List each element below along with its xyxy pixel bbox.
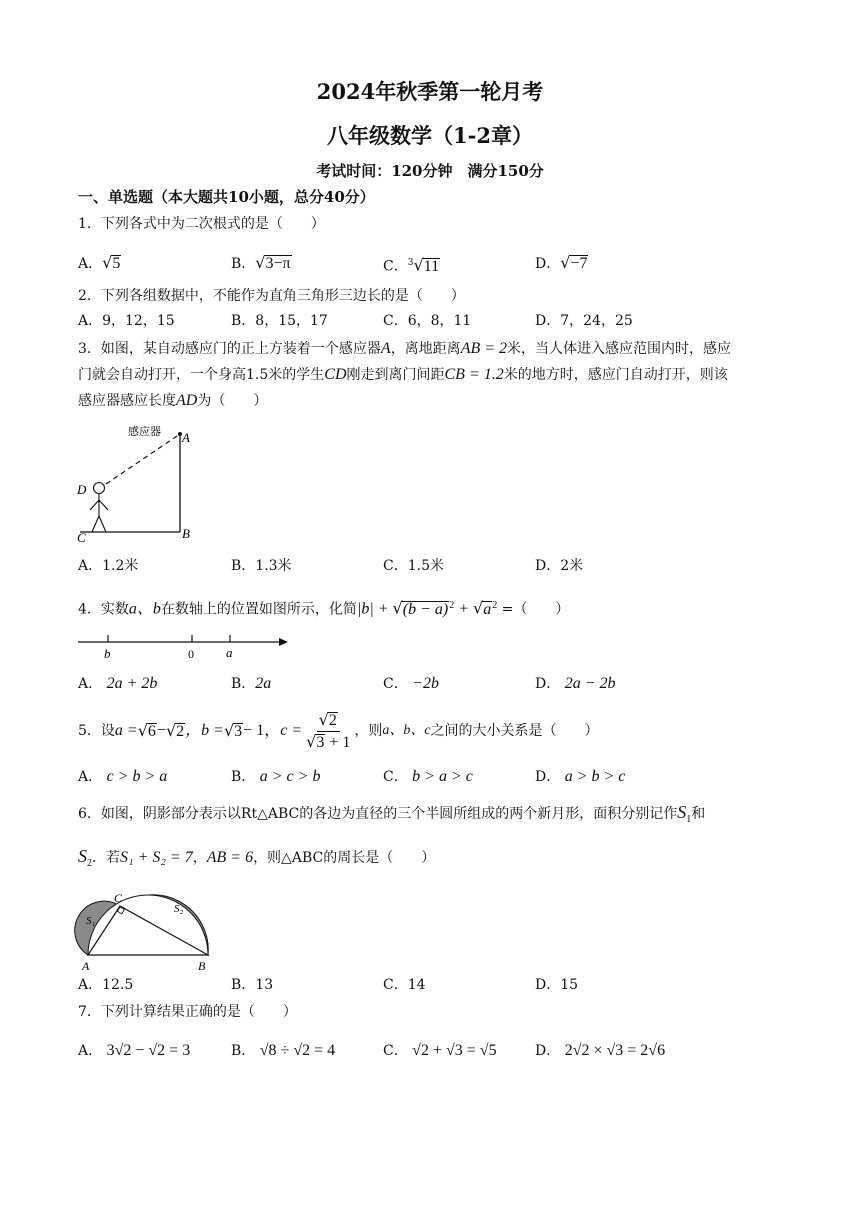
q5-option-c: C． b > a > c [383, 768, 473, 785]
q7-stem: 7．下列计算结果正确的是（ ） [78, 1004, 297, 1020]
label-s1: S₁ [86, 915, 96, 927]
q7-option-b: B． √8 ÷ √2 = 4 [231, 1042, 336, 1059]
tick-a: a [226, 645, 233, 660]
q1-option-c: C．$^3$√11 [383, 255, 440, 275]
q1-stem: 1．下列各式中为二次根式的是（ ） [78, 216, 325, 232]
q5-option-a: A． c > b > a [78, 768, 168, 785]
label-s2: S₂ [174, 903, 184, 915]
q2-stem: 2．下列各组数据中，不能作为直角三角形三边长的是（ ） [78, 288, 465, 304]
point-d: D [77, 482, 87, 497]
q3-option-b: B．1.3米 [231, 558, 292, 574]
point-a: A [82, 959, 90, 972]
q3-option-d: D．2米 [535, 558, 584, 574]
student-head [94, 483, 105, 494]
tick-b: b [104, 646, 111, 660]
section-heading: 一、单选题（本大题共10小题，总分40分） [78, 188, 375, 206]
point-a: A [182, 430, 190, 445]
q3-line1: 3．如图，某自动感应门的正上方装着一个感应器A，离地距离AB = 2米，当人体进入感应范围内时，感应 [78, 340, 732, 357]
point-b: B [198, 959, 206, 972]
q4-option-b: B．2a [231, 675, 272, 692]
q4-option-d: D． 2a − 2b [535, 675, 616, 692]
q6-option-b: B．13 [231, 977, 274, 993]
exam-subtitle: 八年级数学（1-2章） [327, 123, 533, 148]
q7-option-d: D． 2√2 × √3 = 2√6 [535, 1042, 666, 1059]
q4-option-a: A． 2a + 2b [78, 675, 158, 692]
q2-option-b: B．8，15，17 [231, 313, 328, 329]
q5-option-b: B． a > c > b [231, 768, 321, 785]
q3-figure [70, 420, 210, 548]
q6-option-a: A．12.5 [78, 977, 134, 993]
q3-line3: 感应器感应长度AD为（ ） [78, 392, 268, 409]
q3-line2: 门就会自动打开，一个身高1.5米的学生CD刚走到离门间距CB = 1.2米的地方时，感应门自动打开，则该 [78, 366, 728, 383]
q4-stem: 4．实数a、b在数轴上的位置如图所示，化简$|b| + √(b - a)^2 + √a^2$ =（ ） [78, 598, 570, 618]
q1-option-a: A．√5 [78, 253, 121, 272]
q6-line1: 6．如图，阴影部分表示以Rt△ABC的各边为直径的三个半圆所组成的两个新月形，面积分别记作$S_1$和 [78, 802, 706, 825]
q3-option-c: C．1.5米 [383, 558, 444, 574]
q1-option-b: B．√3−π [231, 253, 291, 272]
exam-info: 考试时间：120分钟 满分150分 [316, 162, 544, 180]
point-c: C [77, 530, 86, 545]
q5-option-d: D． a > b > c [535, 768, 626, 785]
q4-number-line [76, 630, 296, 660]
q6-figure [74, 880, 220, 972]
q6-line2: $S_2$．若S₁ + S₂ = 7，AB = 6，则△ABC的周长是（ ） [78, 846, 436, 869]
q1-option-d: D．√−7 [535, 253, 588, 272]
point-b: B [182, 526, 190, 541]
sensor-label: 感应器 [128, 425, 161, 438]
q5-fraction: $\frac{√2}{√3 + 1}$ [306, 709, 351, 751]
q6-option-c: C．14 [383, 977, 426, 993]
point-c: C [114, 891, 123, 905]
q5-stem: 5．设 a = √ 6 − √ 2 ，b = √ 3 − 1， c = $\frac{√2}{√3 + 1}$ ，则 a、b、c 之间的大小关系是（ ） [78, 709, 599, 751]
sensor-dashed-line [106, 434, 180, 484]
q2-option-c: C．6，8，11 [383, 313, 472, 329]
q7-option-a: A． 3√2 − √2 = 3 [78, 1042, 191, 1059]
q7-option-c: C． √2 + √3 = √5 [383, 1042, 497, 1059]
q6-option-d: D．15 [535, 977, 579, 993]
exam-title: 2024年秋季第一轮月考 [316, 79, 544, 104]
arrow-icon [279, 638, 288, 646]
q3-option-a: A．1.2米 [78, 558, 139, 574]
q4-option-c: C． −2b [383, 675, 439, 692]
q2-option-a: A．9，12，15 [78, 313, 175, 329]
tick-0: 0 [188, 647, 194, 660]
q2-option-d: D．7，24，25 [535, 313, 633, 329]
